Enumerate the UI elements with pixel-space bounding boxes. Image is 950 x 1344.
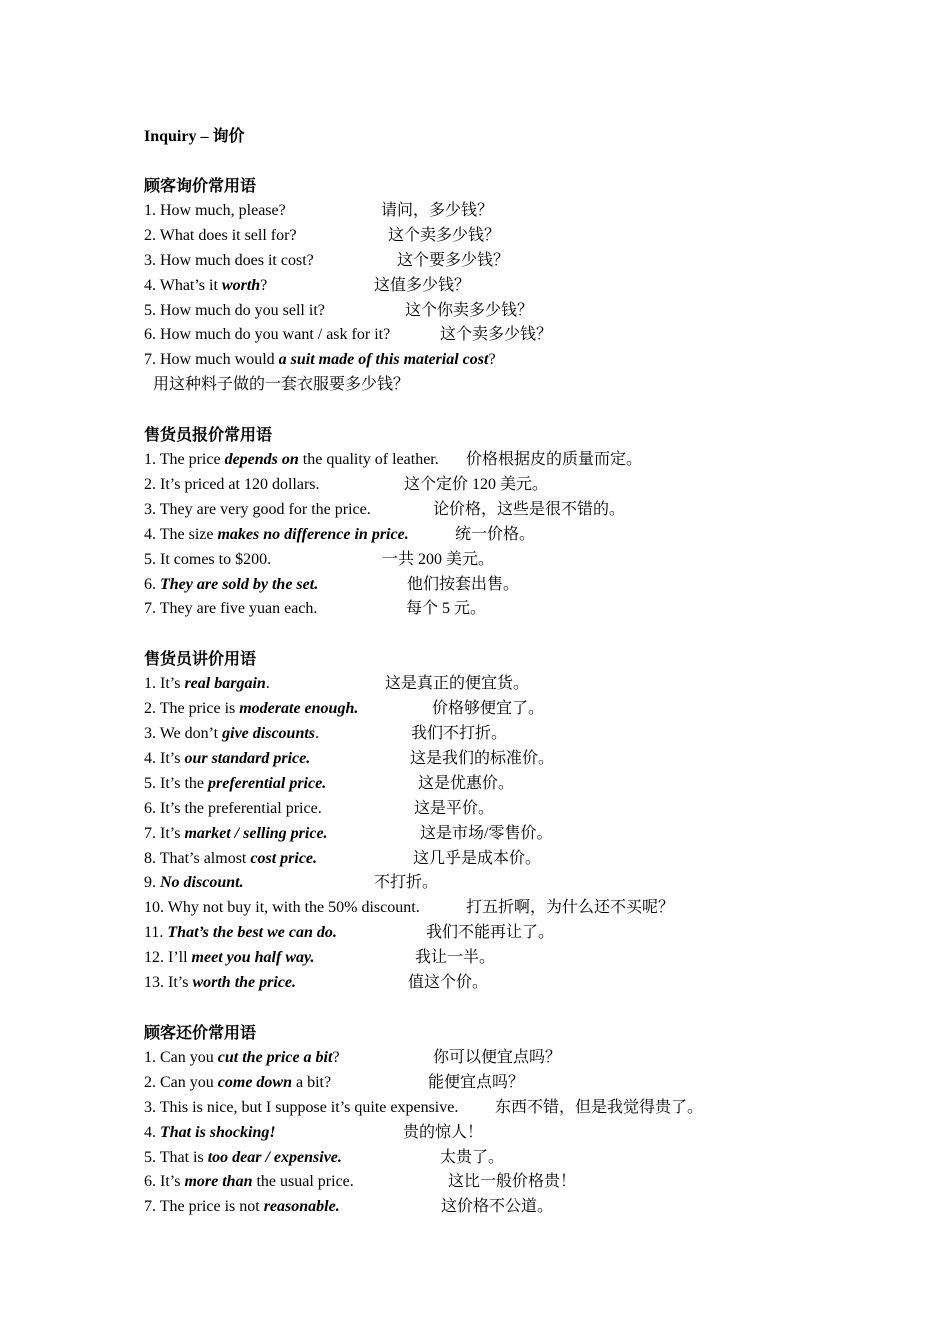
english-phrase bbox=[144, 523, 409, 548]
english-phrase bbox=[144, 348, 496, 373]
emphasized-text: too dear / expensive. bbox=[207, 1148, 342, 1166]
english-phrase bbox=[144, 299, 325, 324]
emphasized-text: give discounts bbox=[222, 725, 316, 743]
chinese-translation: 这几乎是成本价。 bbox=[413, 849, 542, 867]
chinese-translation: 这是真正的便宜货。 bbox=[385, 675, 530, 693]
phrase-line bbox=[144, 1121, 924, 1146]
phrase-text: 2. What does it sell for? bbox=[144, 226, 297, 244]
english-phrase bbox=[144, 448, 439, 473]
phrase-text: ? bbox=[332, 1048, 340, 1066]
chinese-translation: 这个卖多少钱？ bbox=[388, 226, 501, 244]
chinese-translation: 这值多少钱？ bbox=[374, 276, 471, 294]
phrase-text: 13. It’s bbox=[144, 974, 193, 992]
english-phrase bbox=[144, 274, 267, 299]
english-phrase bbox=[144, 199, 286, 224]
chinese-translation: 太贵了。 bbox=[440, 1148, 505, 1166]
emphasized-text: a suit made of this material cost bbox=[278, 351, 489, 369]
phrase-text: 6. bbox=[144, 575, 160, 593]
phrase-text: ? bbox=[488, 351, 496, 369]
english-phrase bbox=[144, 946, 315, 971]
phrase-line bbox=[144, 797, 924, 822]
phrase-line bbox=[144, 498, 924, 523]
phrase-text: 12. I’ll bbox=[144, 949, 192, 967]
document-body bbox=[144, 124, 924, 1220]
phrase-line bbox=[144, 348, 924, 373]
phrase-text: 7. It’s bbox=[144, 824, 185, 842]
chinese-translation: 这是优惠价。 bbox=[418, 774, 515, 792]
phrase-line bbox=[144, 847, 924, 872]
chinese-translation: 每个 5 元。 bbox=[406, 600, 487, 618]
emphasized-text: depends on bbox=[224, 451, 299, 469]
phrase-line bbox=[144, 249, 924, 274]
phrase-text: 7. They are five yuan each. bbox=[144, 600, 318, 618]
phrase-text: 1. The price bbox=[144, 451, 225, 469]
english-phrase bbox=[144, 249, 314, 274]
chinese-translation: 打五折啊，为什么还不买呢？ bbox=[466, 899, 675, 917]
phrase-text: 6. It’s the preferential price. bbox=[144, 799, 322, 817]
phrase-line bbox=[144, 747, 924, 772]
phrase-text: 5. How much do you sell it? bbox=[144, 301, 325, 319]
chinese-translation: 不打折。 bbox=[374, 874, 439, 892]
phrase-text: 4. The size bbox=[144, 525, 218, 543]
sections-container bbox=[144, 149, 924, 1220]
phrase-text: ? bbox=[260, 276, 268, 294]
emphasized-text: worth bbox=[221, 276, 261, 294]
section-spacer bbox=[144, 149, 924, 174]
chinese-translation: 这个你卖多少钱？ bbox=[405, 301, 534, 319]
document-title: Inquiry – 询价 bbox=[144, 128, 245, 145]
chinese-translation: 价格根据皮的质量而定。 bbox=[466, 451, 643, 469]
phrase-text: . bbox=[315, 725, 320, 743]
phrase-text: 1. How much, please? bbox=[144, 202, 286, 219]
phrase-line bbox=[144, 971, 924, 996]
chinese-translation: 论价格，这些是很不错的。 bbox=[433, 500, 626, 518]
chinese-translation: 请问，多少钱？ bbox=[381, 202, 494, 219]
english-phrase bbox=[144, 722, 319, 747]
section-spacer bbox=[144, 398, 924, 423]
phrase-line bbox=[144, 946, 924, 971]
chinese-translation: 这是我们的标准价。 bbox=[410, 750, 555, 768]
phrase-text: 2. Can you bbox=[144, 1073, 218, 1091]
english-phrase bbox=[144, 498, 371, 523]
english-phrase bbox=[144, 747, 310, 772]
phrase-text: 2. It’s priced at 120 dollars. bbox=[144, 476, 320, 494]
chinese-translation: 这个要多少钱？ bbox=[397, 251, 510, 269]
chinese-translation: 这比一般价格贵！ bbox=[448, 1173, 577, 1191]
emphasized-text: That’s the best we can do. bbox=[167, 924, 337, 942]
phrase-line bbox=[144, 772, 924, 797]
phrase-text: 5. That is bbox=[144, 1148, 208, 1166]
english-phrase bbox=[144, 573, 318, 598]
section-heading: 售货员报价常用语 bbox=[144, 427, 273, 445]
emphasized-text: preferential price. bbox=[208, 774, 327, 792]
chinese-translation: 价格够便宜了。 bbox=[432, 700, 545, 718]
section-spacer bbox=[144, 996, 924, 1021]
phrase-line bbox=[144, 299, 924, 324]
english-phrase bbox=[144, 896, 420, 921]
chinese-translation: 统一价格。 bbox=[455, 525, 536, 543]
phrase-line bbox=[144, 448, 924, 473]
phrase-line bbox=[144, 1071, 924, 1096]
english-phrase bbox=[144, 1121, 276, 1146]
english-phrase bbox=[144, 797, 322, 822]
english-phrase bbox=[144, 772, 326, 797]
chinese-translation: 我让一半。 bbox=[415, 949, 496, 967]
phrase-line bbox=[144, 1146, 924, 1171]
phrase-text: 3. We don’t bbox=[144, 725, 223, 743]
phrase-line bbox=[144, 1046, 924, 1071]
phrase-line bbox=[144, 274, 924, 299]
english-phrase bbox=[144, 871, 244, 896]
chinese-translation: 能便宜点吗？ bbox=[428, 1073, 525, 1091]
phrase-line bbox=[144, 199, 924, 224]
phrase-text: the usual price. bbox=[252, 1173, 354, 1191]
phrase-text: 5. It’s the bbox=[144, 774, 208, 792]
english-phrase bbox=[144, 323, 390, 348]
phrase-text: a bit? bbox=[292, 1073, 332, 1091]
emphasized-text: our standard price. bbox=[184, 750, 311, 768]
phrase-text: 3. This is nice, but I suppose it’s quite expensive. bbox=[144, 1098, 459, 1116]
section-heading: 售货员讲价用语 bbox=[144, 651, 257, 669]
phrase-text: 9. bbox=[144, 874, 160, 892]
chinese-translation: 这是平价。 bbox=[414, 799, 495, 817]
phrase-line bbox=[144, 373, 924, 398]
chinese-translation: 我们不打折。 bbox=[411, 725, 508, 743]
emphasized-text: cut the price a bit bbox=[217, 1048, 333, 1066]
emphasized-text: real bargain bbox=[184, 675, 266, 693]
chinese-translation: 贵的惊人！ bbox=[403, 1123, 484, 1141]
section-spacer bbox=[144, 622, 924, 647]
phrase-text: 6. It’s bbox=[144, 1173, 185, 1191]
english-phrase bbox=[144, 1046, 340, 1071]
phrase-line bbox=[144, 1096, 924, 1121]
emphasized-text: come down bbox=[217, 1073, 292, 1091]
phrase-line bbox=[144, 697, 924, 722]
english-phrase bbox=[144, 548, 271, 573]
phrase-text: 1. It’s bbox=[144, 675, 185, 693]
emphasized-text: worth the price. bbox=[192, 974, 297, 992]
phrase-text: 1. Can you bbox=[144, 1048, 218, 1066]
phrase-line bbox=[144, 523, 924, 548]
emphasized-text: makes no difference in price. bbox=[217, 525, 409, 543]
english-phrase bbox=[144, 597, 317, 622]
section-heading: 顾客询价常用语 bbox=[144, 178, 257, 195]
english-phrase bbox=[144, 847, 317, 872]
emphasized-text: cost price. bbox=[250, 849, 318, 867]
phrase-text: 11. bbox=[144, 924, 168, 942]
chinese-translation: 我们不能再让了。 bbox=[426, 924, 555, 942]
phrase-line bbox=[144, 1195, 924, 1220]
english-phrase bbox=[144, 697, 358, 722]
emphasized-text: more than bbox=[184, 1173, 253, 1191]
english-phrase bbox=[144, 473, 320, 498]
english-phrase bbox=[144, 224, 297, 249]
phrase-text: 6. How much do you want / ask for it? bbox=[144, 326, 391, 344]
english-phrase bbox=[144, 1170, 354, 1195]
phrase-text: 7. The price is not bbox=[144, 1198, 264, 1216]
phrase-text: 2. The price is bbox=[144, 700, 240, 718]
phrase-text: 7. How much would bbox=[144, 351, 279, 369]
phrase-line bbox=[144, 323, 924, 348]
emphasized-text: No discount. bbox=[160, 874, 244, 892]
phrase-text: 3. They are very good for the price. bbox=[144, 500, 371, 518]
phrase-text: 5. It comes to $200. bbox=[144, 550, 272, 568]
english-phrase bbox=[144, 672, 270, 697]
phrase-text: the quality of leather. bbox=[298, 451, 439, 469]
phrase-line bbox=[144, 896, 924, 921]
phrase-line bbox=[144, 548, 924, 573]
english-phrase bbox=[144, 1146, 342, 1171]
phrase-line bbox=[144, 871, 924, 896]
chinese-translation: 这个卖多少钱？ bbox=[440, 326, 553, 344]
chinese-translation: 这是市场/零售价。 bbox=[420, 824, 553, 842]
phrase-text: 3. How much does it cost? bbox=[144, 251, 314, 269]
emphasized-text: They are sold by the set. bbox=[160, 575, 319, 593]
phrase-text: 8. That’s almost bbox=[144, 849, 251, 867]
chinese-translation: 东西不错，但是我觉得贵了。 bbox=[495, 1098, 704, 1116]
emphasized-text: reasonable. bbox=[263, 1198, 340, 1216]
phrase-line bbox=[144, 1170, 924, 1195]
emphasized-text: moderate enough. bbox=[239, 700, 359, 718]
emphasized-text: That is shocking! bbox=[160, 1123, 276, 1141]
english-phrase bbox=[144, 822, 328, 847]
emphasized-text: meet you half way. bbox=[191, 949, 315, 967]
section-heading: 顾客还价常用语 bbox=[144, 1024, 257, 1042]
phrase-line bbox=[144, 573, 924, 598]
english-phrase bbox=[144, 1195, 340, 1220]
chinese-translation: 一共 200 美元。 bbox=[382, 550, 495, 568]
phrase-text: 4. It’s bbox=[144, 750, 185, 768]
chinese-translation: 这价格不公道。 bbox=[441, 1198, 554, 1216]
chinese-translation: 他们按套出售。 bbox=[407, 575, 520, 593]
phrase-text: . bbox=[265, 675, 270, 693]
english-phrase bbox=[144, 1071, 331, 1096]
english-phrase bbox=[144, 971, 296, 996]
phrase-line bbox=[144, 822, 924, 847]
english-phrase bbox=[144, 1096, 458, 1121]
phrase-text: 4. What’s it bbox=[144, 276, 222, 294]
phrase-line bbox=[144, 921, 924, 946]
phrase-line bbox=[144, 473, 924, 498]
phrase-line bbox=[144, 597, 924, 622]
phrase-line bbox=[144, 722, 924, 747]
chinese-translation: 值这个价。 bbox=[408, 974, 489, 992]
phrase-text: 4. bbox=[144, 1123, 160, 1141]
emphasized-text: market / selling price. bbox=[184, 824, 328, 842]
chinese-translation: 你可以便宜点吗？ bbox=[433, 1048, 562, 1066]
phrase-line bbox=[144, 672, 924, 697]
chinese-translation: 这个定价 120 美元。 bbox=[404, 476, 549, 494]
english-phrase bbox=[144, 921, 337, 946]
phrase-text: 10. Why not buy it, with the 50% discount. bbox=[144, 899, 420, 917]
phrase-line bbox=[144, 224, 924, 249]
chinese-translation: 用这种料子做的一套衣服要多少钱？ bbox=[153, 376, 410, 394]
